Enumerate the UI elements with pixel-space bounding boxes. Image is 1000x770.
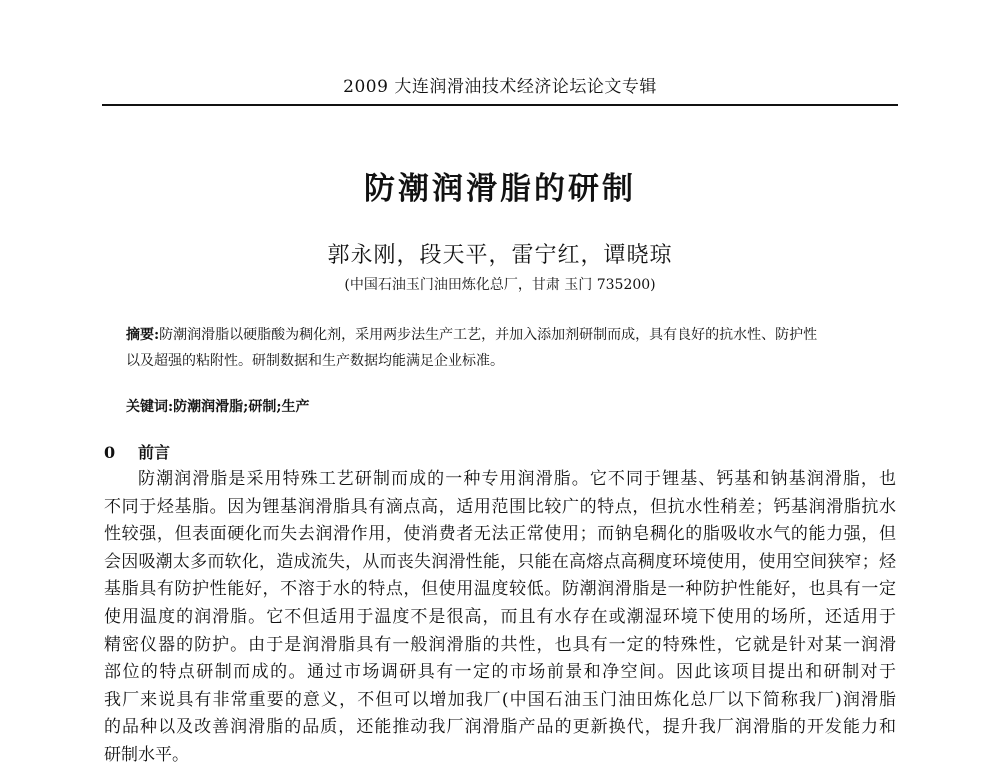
paragraph-line: 基脂具有防护性能好，不溶于水的特点，但使用温度较低。防潮润滑脂是一种防护性能好，也具有一定 xyxy=(104,579,896,600)
paragraph-line: 性较强，但表面硬化而失去润滑作用，使消费者无法正常使用；而钠皂稠化的脂吸收水气的能力强，但 xyxy=(104,524,896,545)
abstract-line-1 xyxy=(126,322,876,348)
author-list: 郭永刚，段天平，雷宁红，谭晓琼 xyxy=(327,243,673,268)
abstract-line-2: 以及超强的粘附性。研制数据和生产数据均能满足企业标准。 xyxy=(126,353,504,369)
abstract-text-1: 防潮润滑脂以硬脂酸为稠化剂，采用两步法生产工艺，并加入添加剂研制而成，具有良好的抗水性、防护性 xyxy=(159,327,818,343)
paragraph-line: 我厂来说具有非常重要的意义，不但可以增加我厂(中国石油玉门油田炼化总厂以下简称我厂)润滑脂 xyxy=(104,689,896,710)
paragraph-line: 的品种以及改善润滑脂的品质，还能推动我厂润滑脂产品的更新换代，提升我厂润滑脂的开发能力和 xyxy=(104,717,896,738)
paragraph-line: 会因吸潮太多而软化，造成流失，从而丧失润滑性能，只能在高熔点高稠度环境使用，使用空间狭窄；烃 xyxy=(104,551,896,572)
running-header: 2009 大连润滑油技术经济论坛论文专辑 xyxy=(343,77,657,97)
paper-title: 防潮润滑脂的研制 xyxy=(364,171,636,207)
paragraph-line: 部位的特点研制而成的。通过市场调研具有一定的市场前景和净空间。因此该项目提出和研制对于 xyxy=(104,662,896,683)
section-heading xyxy=(104,440,170,463)
section-title: 前言 xyxy=(138,443,171,462)
section-number: 0 xyxy=(104,443,116,462)
keywords: 关键词:防潮润滑脂;研制;生产 xyxy=(126,399,310,415)
paragraph-line: 防潮润滑脂是采用特殊工艺研制而成的一种专用润滑脂。它不同于锂基、钙基和钠基润滑脂，也 xyxy=(138,469,896,489)
affiliation: (中国石油玉门油田炼化总厂，甘肃 玉门 735200) xyxy=(344,277,656,293)
paragraph-line: 使用温度的润滑脂。它不但适用于温度不是很高，而且有水存在或潮湿环境下使用的场所，还适用于 xyxy=(104,606,896,627)
paragraph-line: 研制水平。 xyxy=(104,744,189,765)
paragraph-line: 精密仪器的防护。由于是润滑脂具有一般润滑脂的共性，也具有一定的特殊性，它就是针对某一润滑 xyxy=(104,634,896,655)
abstract xyxy=(126,322,876,374)
paragraph-line: 不同于烃基脂。因为锂基润滑脂具有滴点高，适用范围比较广的特点，但抗水性稍差；钙基润滑脂抗水 xyxy=(104,496,896,517)
abstract-label: 摘要: xyxy=(126,327,160,343)
header-rule xyxy=(102,104,898,106)
intro-paragraph xyxy=(104,466,896,770)
